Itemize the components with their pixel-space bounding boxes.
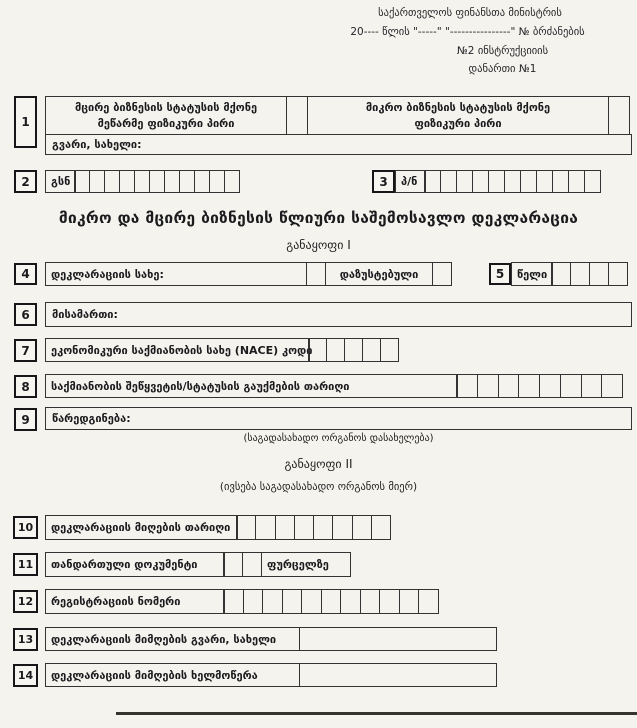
header-ministry: საქართველოს ფინანსთა მინისტრის <box>378 7 562 19</box>
grid-cell[interactable] <box>275 515 295 540</box>
receipt-date-label: დეკლარაციის მიღების თარიღი <box>45 515 238 540</box>
grid-cell[interactable] <box>581 374 603 398</box>
field-number-1: 1 <box>14 96 37 148</box>
registration-number-row <box>45 589 439 614</box>
submitted-to-field[interactable] <box>45 407 632 430</box>
year-label: წელი <box>511 262 553 286</box>
receipt-date-row <box>45 515 391 540</box>
field-number-14: 14 <box>13 664 38 687</box>
grid-cell[interactable] <box>498 374 520 398</box>
declaration-type-label: დეკლარაციის სახე: <box>45 262 307 286</box>
year-cells <box>552 262 628 286</box>
registration-number-cells <box>224 589 439 614</box>
grid-cell[interactable] <box>456 374 478 398</box>
grid-cell[interactable] <box>344 338 363 362</box>
micro-business-status-line2: ფიზიკური პირი <box>414 117 502 131</box>
adjusted-declaration-label: დაზუსტებული <box>325 262 433 286</box>
submitted-to-label: წარედგინება: <box>52 412 131 425</box>
grid-cell[interactable] <box>379 589 400 614</box>
grid-cell[interactable] <box>560 374 582 398</box>
field-number-7: 7 <box>14 339 37 362</box>
address-label: მისამართი: <box>52 308 118 321</box>
micro-business-status-label <box>307 96 609 135</box>
grid-cell[interactable] <box>601 374 623 398</box>
termination-date-label: საქმიანობის შეწყვეტის/სტატუსის გაუქმების თარიღი <box>45 374 458 398</box>
grid-cell[interactable] <box>134 170 150 193</box>
grid-cell[interactable] <box>551 262 571 286</box>
grid-cell[interactable] <box>456 170 473 193</box>
name-surname-label: გვარი, სახელი: <box>52 138 142 151</box>
grid-cell[interactable] <box>340 589 361 614</box>
field-number-6: 6 <box>14 303 37 326</box>
small-business-status-label <box>45 96 287 135</box>
declaration-type-row <box>45 262 452 286</box>
attached-documents-cells <box>224 552 262 577</box>
header-instruction: №2 ინსტრუქციიის <box>456 45 549 57</box>
field-number-9: 9 <box>14 408 37 431</box>
grid-cell[interactable] <box>119 170 135 193</box>
grid-cell[interactable] <box>536 170 553 193</box>
section-1-heading: განაყოფი I <box>286 238 351 252</box>
adjusted-declaration-checkbox[interactable] <box>432 262 452 286</box>
grid-cell[interactable] <box>518 374 540 398</box>
field-number-13: 13 <box>13 628 38 651</box>
grid-cell[interactable] <box>360 589 381 614</box>
field-number-11: 11 <box>13 553 38 576</box>
grid-cell[interactable] <box>89 170 105 193</box>
grid-cell[interactable] <box>282 589 303 614</box>
grid-cell[interactable] <box>209 170 225 193</box>
grid-cell[interactable] <box>194 170 210 193</box>
micro-business-checkbox[interactable] <box>608 96 630 135</box>
grid-cell[interactable] <box>424 170 441 193</box>
small-business-status-line1: მცირე ბიზნესის სტატუსის მქონე <box>74 100 258 114</box>
address-field[interactable] <box>45 302 632 327</box>
grid-cell[interactable] <box>223 589 244 614</box>
grid-cell[interactable] <box>488 170 505 193</box>
taxpayer-id-label: გსნ <box>45 170 76 193</box>
grid-cell[interactable] <box>255 515 275 540</box>
header-annex: დანართი №1 <box>468 63 537 75</box>
form-title: მიკრო და მცირე ბიზნესის წლიური საშემოსავლო დეკლარაცია <box>58 209 579 227</box>
grid-cell[interactable] <box>313 515 333 540</box>
name-surname-field[interactable] <box>45 134 632 155</box>
grid-cell[interactable] <box>380 338 399 362</box>
grid-cell[interactable] <box>301 589 322 614</box>
personal-number-cells <box>425 170 601 193</box>
year-row <box>511 262 628 286</box>
grid-cell[interactable] <box>568 170 585 193</box>
grid-cell[interactable] <box>164 170 180 193</box>
section-2-caption: (ივსება საგადასახადო ორგანოს მიერ) <box>219 481 418 493</box>
grid-cell[interactable] <box>504 170 521 193</box>
declaration-type-spacer-cell[interactable] <box>306 262 326 286</box>
grid-cell[interactable] <box>399 589 420 614</box>
grid-cell[interactable] <box>243 589 264 614</box>
grid-cell[interactable] <box>520 170 537 193</box>
field-number-10: 10 <box>13 516 38 539</box>
personal-number-label: პ/ნ <box>395 170 426 193</box>
receiver-signature-row <box>45 663 497 687</box>
page-edge-line <box>116 712 637 715</box>
grid-cell[interactable] <box>570 262 590 286</box>
grid-cell[interactable] <box>440 170 457 193</box>
grid-cell[interactable] <box>224 170 240 193</box>
micro-business-status-line1: მიკრო ბიზნესის სტატუსის მქონე <box>365 100 551 114</box>
grid-cell[interactable] <box>371 515 391 540</box>
field-number-4: 4 <box>14 263 37 285</box>
receiver-name-label: დეკლარაციის მიმღების გვარი, სახელი <box>45 627 300 651</box>
grid-cell[interactable] <box>262 589 283 614</box>
grid-cell[interactable] <box>149 170 165 193</box>
termination-date-cells <box>457 374 623 398</box>
field-number-8: 8 <box>14 375 37 398</box>
pages-label: ფურცელზე <box>261 552 351 577</box>
field-number-3: 3 <box>372 170 395 193</box>
grid-cell[interactable] <box>242 552 262 577</box>
grid-cell[interactable] <box>321 589 342 614</box>
receiver-signature-input-area[interactable] <box>299 663 497 687</box>
grid-cell[interactable] <box>477 374 499 398</box>
grid-cell[interactable] <box>104 170 120 193</box>
personal-number-row <box>395 170 601 193</box>
grid-cell[interactable] <box>608 262 628 286</box>
grid-cell[interactable] <box>179 170 195 193</box>
taxpayer-id-cells <box>75 170 240 193</box>
nace-code-row <box>45 338 399 362</box>
grid-cell[interactable] <box>236 515 256 540</box>
grid-cell[interactable] <box>552 170 569 193</box>
grid-cell[interactable] <box>352 515 372 540</box>
attached-documents-row <box>45 552 351 577</box>
registration-number-label: რეგისტრაციის ნომერი <box>45 589 225 614</box>
header-order-line: 20---- წლის "-----" "----------------" № ბრძანების <box>350 26 585 38</box>
grid-cell[interactable] <box>332 515 352 540</box>
attached-documents-label: თანდართული დოკუმენტი <box>45 552 225 577</box>
grid-cell[interactable] <box>418 589 439 614</box>
grid-cell[interactable] <box>584 170 601 193</box>
receipt-date-cells <box>237 515 391 540</box>
field-number-5: 5 <box>489 263 511 285</box>
grid-cell[interactable] <box>326 338 345 362</box>
receiver-name-input-area[interactable] <box>299 627 497 651</box>
small-business-checkbox[interactable] <box>286 96 308 135</box>
grid-cell[interactable] <box>539 374 561 398</box>
nace-code-label: ეკონომიკური საქმიანობის სახე (NACE) კოდი <box>45 338 310 362</box>
section-2-heading: განაყოფი II <box>284 457 353 471</box>
grid-cell[interactable] <box>362 338 381 362</box>
receiver-name-row <box>45 627 497 651</box>
taxpayer-id-row <box>45 170 240 193</box>
field-number-2: 2 <box>14 170 37 193</box>
grid-cell[interactable] <box>223 552 243 577</box>
grid-cell[interactable] <box>308 338 327 362</box>
grid-cell[interactable] <box>472 170 489 193</box>
tax-authority-caption: (საგადასახადო ორგანოს დასახელება) <box>243 433 434 444</box>
small-business-status-line2: მეწარმე ფიზიკური პირი <box>97 117 235 131</box>
grid-cell[interactable] <box>294 515 314 540</box>
nace-code-cells <box>309 338 399 362</box>
taxpayer-status-row <box>45 96 632 135</box>
field-number-12: 12 <box>13 590 38 613</box>
termination-date-row <box>45 374 623 398</box>
grid-cell[interactable] <box>74 170 90 193</box>
receiver-signature-label: დეკლარაციის მიმღების ხელმოწერა <box>45 663 300 687</box>
grid-cell[interactable] <box>589 262 609 286</box>
